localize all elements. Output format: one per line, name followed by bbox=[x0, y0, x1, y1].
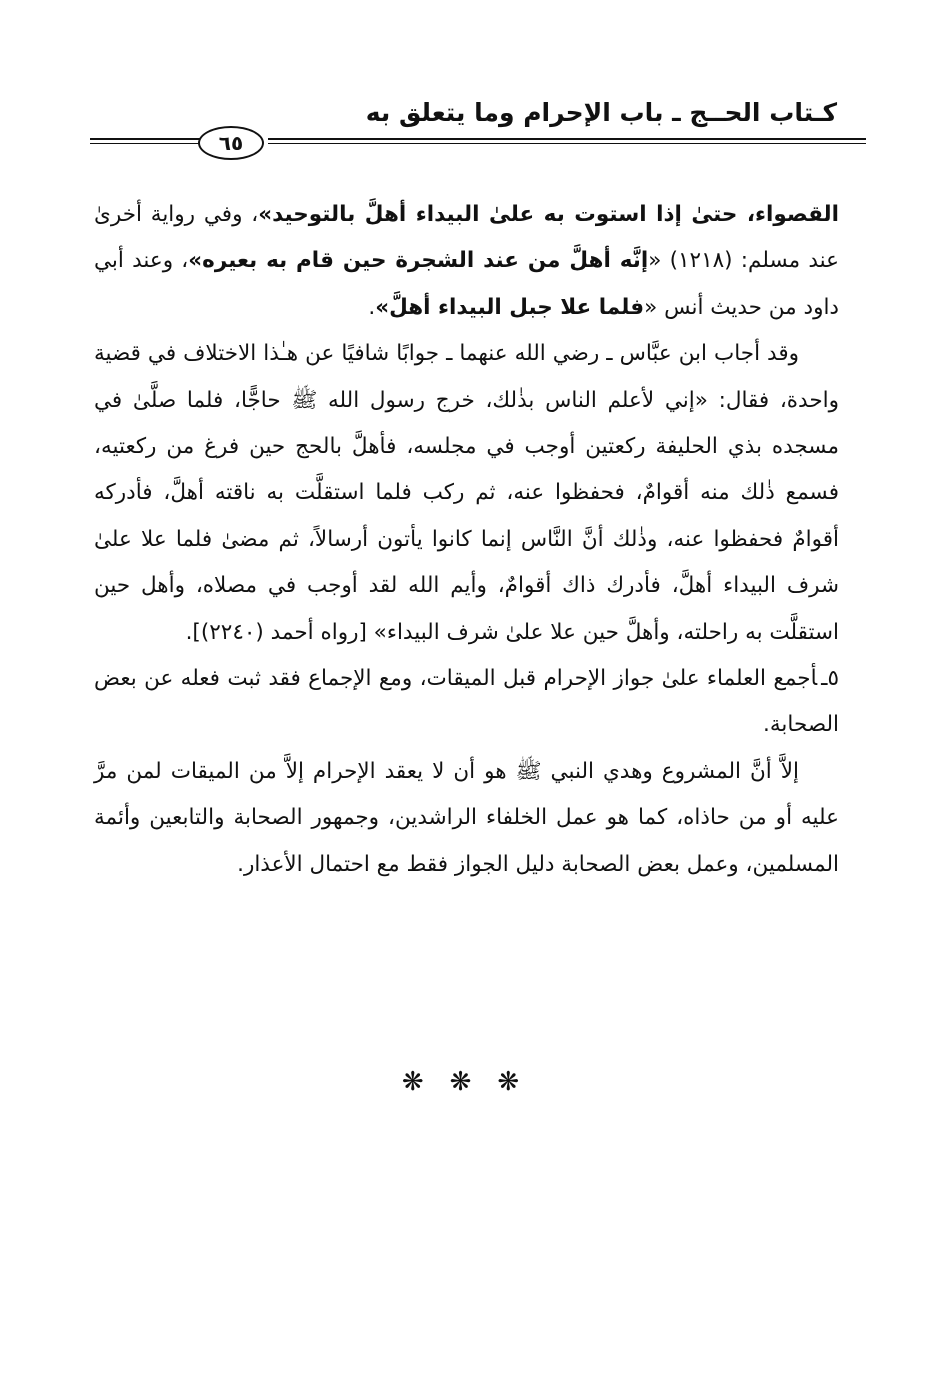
text-run: ، وفي رواية أخرىٰ عند مسلم: (١٢١٨) « bbox=[94, 202, 839, 274]
text-run: ، وعند أبي داود من حديث أنس « bbox=[94, 248, 839, 320]
page-number: ٦٥ bbox=[198, 126, 264, 160]
numbered-item-5 bbox=[94, 656, 839, 749]
running-header-title: كـتاب الحــج ـ باب الإحرام وما يتعلق به bbox=[365, 98, 837, 127]
paragraph-2: وقد أجاب ابن عبَّاس ـ رضي الله عنهما ـ جوابًا شافيًا عن هـٰذا الاختلاف في قضية واحدة، فقال: «إني لأعلم الناس بذٰلك، خرج رسول الله ﷺ حاجًّا، فلما صلَّىٰ في مسجده بذي الحليفة ركعتين أوجب في مجلسه، فأهلَّ بالحج حين فرغ من ركعتيه، فسمع ذٰلك منه أقوامٌ، فحفظوا عنه، ثم ركب فلما استقلَّت به ناقته أهلَّ، فأدركه أقوامٌ فحفظوا عنه، وذٰلك أنَّ النَّاس إنما كانوا يأتون أرسالاً، ثم مضىٰ فلما علا علىٰ شرف البيداء أهلَّ، فأدرك ذاك أقوامٌ، وأيم الله لقد أوجب في مصلاه، وأهل حين استقلَّت به راحلته، وأهلَّ حين علا علىٰ شرف البيداء» [رواه أحمد (٢٢٤٠)]. bbox=[94, 341, 839, 645]
text-run: . bbox=[368, 294, 376, 320]
paragraph-1 bbox=[94, 192, 839, 331]
page-body bbox=[94, 192, 839, 888]
section-separator: ❋❋❋ bbox=[401, 1067, 546, 1097]
header-rule-left bbox=[90, 138, 200, 144]
hadith-quote-2: إنَّه أهلَّ من عند الشجرة حين قام به بعيره» bbox=[188, 248, 649, 274]
hadith-quote-1: القصواء، حتىٰ إذا استوت به علىٰ البيداء أهلَّ بالتوحيد» bbox=[258, 202, 839, 227]
header-rule-right bbox=[268, 138, 866, 144]
paragraph-3: إلاَّ أنَّ المشروع وهدي النبي ﷺ هو أن لا يعقد الإحرام إلاَّ من الميقات لمن مرَّ عليه أو من حاذاه، كما هو عمل الخلفاء الراشدين، وجمهور الصحابة والتابعين وأئمة المسلمين، وعمل بعض الصحابة دليل الجواز فقط مع احتمال الأعذار. bbox=[94, 758, 839, 877]
hadith-quote-3: فلما علا جبل البيداء أهلَّ» bbox=[375, 294, 645, 320]
item-number: ٥ـ bbox=[821, 666, 839, 692]
item-text: أجمع العلماء علىٰ جواز الإحرام قبل الميقات، ومع الإجماع فقد ثبت فعله عن بعض الصحابة. bbox=[94, 666, 839, 738]
